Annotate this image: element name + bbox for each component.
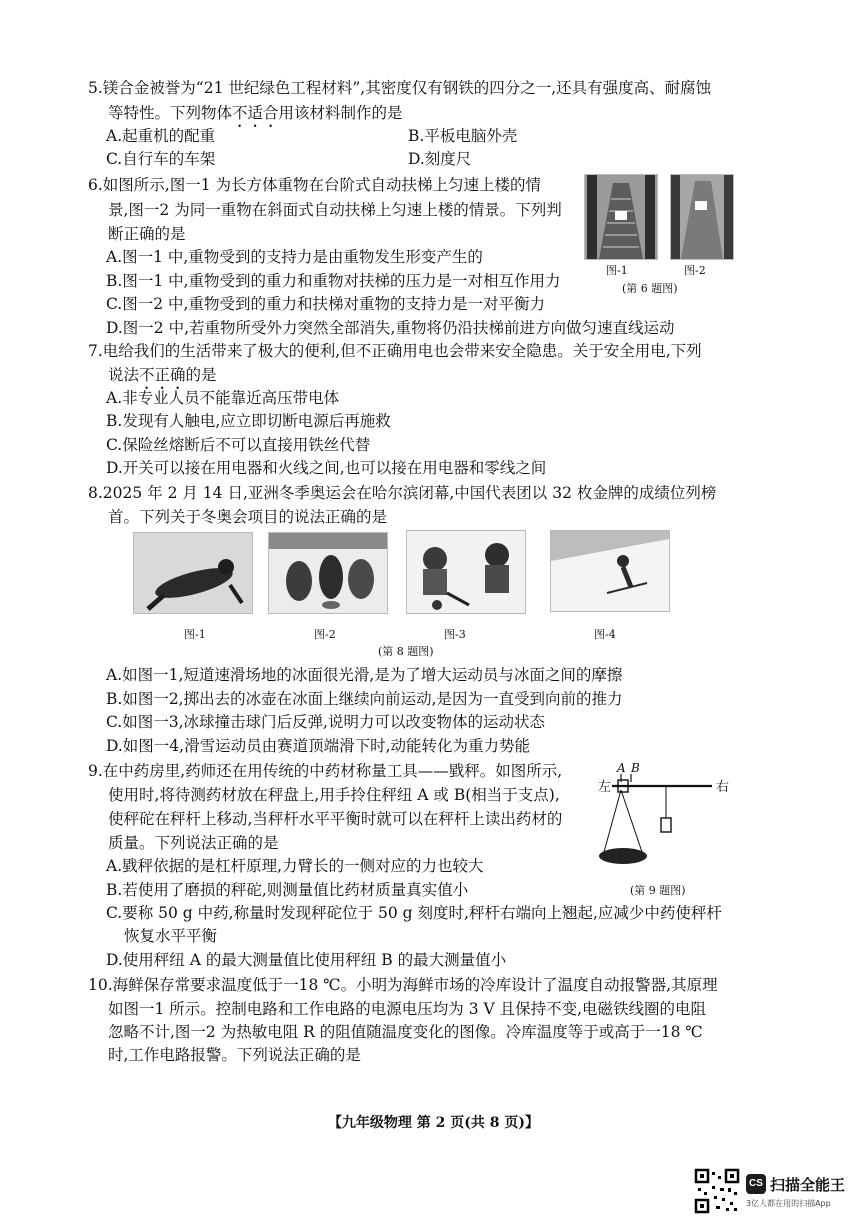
q9-stem-line1: 9.在中药房里,药师还在用传统的中药材称量工具——戥秤。如图所示,: [88, 762, 563, 780]
q8-option-a: A.如图一1,短道速滑场地的冰面很光滑,是为了增大运动员与冰面之间的摩擦: [106, 666, 623, 684]
q5-option-a: A.起重机的配重: [106, 127, 216, 145]
q5-option-c: C.自行车的车架: [106, 150, 216, 168]
q9-stem-line2: 使用时,将待测药材放在秤盘上,用手拎住秤纽 A 或 B(相当于支点),: [108, 786, 560, 804]
q9-stem-line4: 质量。下列说法正确的是: [108, 834, 279, 852]
q8-caption: (第 8 题图): [378, 645, 434, 658]
cs-badge-icon: CS: [746, 1174, 766, 1194]
q6-option-d: D.图一2 中,若重物所受外力突然全部消失,重物将仍沿扶梯前进方向做匀速直线运动: [106, 319, 675, 337]
q8-fig1-label: 图-1: [184, 628, 206, 641]
escalator-photo-2: [670, 174, 734, 260]
q7-stem-line2: 说法不正确的是: [108, 366, 217, 384]
q10-stem-line2: 如图一1 所示。控制电路和工作电路的电源电压均为 3 V 且保持不变,电磁铁线圈的电阻: [108, 1000, 707, 1018]
q7-emphasis: 不正确: [139, 366, 186, 384]
steelyard-label-right: 右: [716, 780, 730, 795]
page-footer: 【九年级物理 第 2 页(共 8 页)】: [327, 1115, 540, 1131]
q9-option-c-line1: C.要称 50 g 中药,称量时发现秤砣位于 50 g 刻度时,秤杆右端向上翘起,应减少中药使秤杆: [106, 904, 722, 922]
q5-option-b: B.平板电脑外壳: [408, 127, 518, 145]
skiing-photo: [550, 530, 670, 612]
q6-stem-line3: 断正确的是: [108, 225, 186, 243]
qr-code-icon: [694, 1168, 740, 1214]
q9-option-c-line2: 恢复水平平衡: [124, 927, 218, 945]
q6-option-a: A.图一1 中,重物受到的支持力是由重物发生形变产生的: [106, 248, 483, 266]
q6-option-c: C.图一2 中,重物受到的重力和扶梯对重物的支持力是一对平衡力: [106, 295, 545, 313]
q7-option-d: D.开关可以接在用电器和火线之间,也可以接在用电器和零线之间: [106, 459, 547, 477]
q9-option-b: B.若使用了磨损的秤砣,则测量值比药材质量真实值小: [106, 881, 469, 899]
q10-stem-line1: 10.海鲜保存常要求温度低于一18 ℃。小明为海鲜市场的冷库设计了温度自动报警器,其原理: [88, 976, 718, 994]
q9-option-d: D.使用秤纽 A 的最大测量值比使用秤纽 B 的最大测量值小: [106, 951, 507, 969]
q6-fig1-label: 图-1: [606, 264, 628, 277]
q9-stem-line3: 使秤砣在秤杆上移动,当秤杆水平平衡时就可以在秤杆上读出药材的: [108, 810, 563, 828]
q8-fig3-label: 图-3: [444, 628, 466, 641]
q5-option-d: D.刻度尺: [408, 150, 472, 168]
escalator-photo-1: [584, 174, 658, 260]
q6-stem-line1: 6.如图所示,图一1 为长方体重物在台阶式自动扶梯上匀速上楼的情: [88, 176, 542, 194]
steelyard-label-b: B: [631, 761, 640, 775]
curling-photo: [268, 532, 388, 614]
steelyard-label-a: A: [617, 761, 626, 775]
scanner-brand-subtitle: 3亿人都在用的扫描App: [746, 1199, 831, 1208]
q7-option-c: C.保险丝熔断后不可以直接用铁丝代替: [106, 436, 371, 454]
speed-skating-photo: [133, 532, 253, 614]
scanner-watermark: [746, 1172, 856, 1212]
q8-option-d: D.如图一4,滑雪运动员由赛道顶端滑下时,动能转化为重力势能: [106, 737, 531, 755]
q8-stem-line1: 8.2025 年 2 月 14 日,亚洲冬季奥运会在哈尔滨闭幕,中国代表团以 32 枚金牌的成绩位列榜: [88, 484, 717, 502]
q7-option-b: B.发现有人触电,应立即切断电源后再施救: [106, 412, 391, 430]
q8-fig4-label: 图-4: [594, 628, 616, 641]
q6-fig2-label: 图-2: [684, 264, 706, 277]
q5-stem-line2: 等特性。下列物体不适合用该材料制作的是: [108, 104, 403, 122]
q5-emphasis: 不适合: [232, 104, 279, 122]
q8-option-c: C.如图一3,冰球撞击球门后反弹,说明力可以改变物体的运动状态: [106, 713, 545, 731]
q7-stem-line1: 7.电给我们的生活带来了极大的便利,但不正确用电也会带来安全隐患。关于安全用电,下列: [88, 342, 702, 360]
q10-stem-line3: 忽略不计,图一2 为热敏电阻 R 的阻值随温度变化的图像。冷库温度等于或高于一18 ℃: [108, 1023, 703, 1041]
q8-fig2-label: 图-2: [314, 628, 336, 641]
ice-hockey-photo: [406, 530, 526, 614]
q9-option-a: A.戥秤依据的是杠杆原理,力臂长的一侧对应的力也较大: [106, 857, 484, 875]
scanner-brand-name: 扫描全能王: [770, 1176, 846, 1194]
steelyard-label-left: 左: [598, 780, 612, 795]
q10-stem-line4: 时,工作电路报警。下列说法正确的是: [108, 1046, 361, 1064]
q6-stem-line2: 景,图一2 为同一重物在斜面式自动扶梯上匀速上楼的情景。下列判: [108, 201, 562, 219]
q5-stem-line1: 5.镁合金被誉为“21 世纪绿色工程材料”,其密度仅有钢铁的四分之一,还具有强度高、耐腐蚀: [88, 79, 712, 97]
q6-option-b: B.图一1 中,重物受到的重力和重物对扶梯的压力是一对相互作用力: [106, 272, 561, 290]
q7-option-a: A.非专业人员不能靠近高压带电体: [106, 389, 340, 407]
q9-caption: (第 9 题图): [630, 884, 686, 897]
q8-option-b: B.如图一2,掷出去的冰壶在冰面上继续向前运动,是因为一直受到向前的推力: [106, 690, 623, 708]
q8-stem-line2: 首。下列关于冬奥会项目的说法正确的是: [108, 508, 388, 526]
q6-caption: (第 6 题图): [622, 282, 678, 295]
